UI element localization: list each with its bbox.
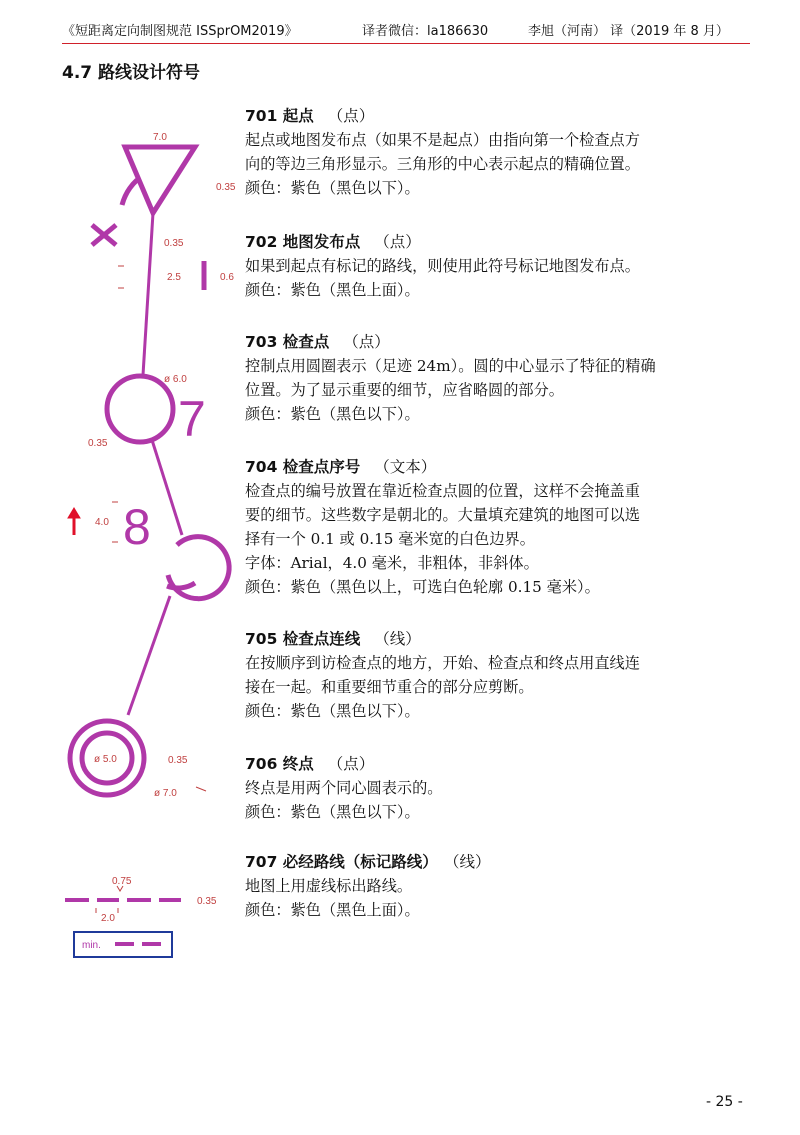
entry-name: 检查点序号 (282, 458, 361, 476)
dash-line-label: 0.35 (197, 896, 217, 907)
finish-outer-label: ø 7.0 (154, 788, 177, 799)
entry-code: 705 (245, 630, 278, 648)
control-line-label: 0.35 (88, 438, 108, 449)
bar-width-label: 0.6 (220, 272, 234, 283)
entry-heading (245, 455, 755, 479)
entry-heading (245, 850, 755, 874)
symbol-entry-702 (245, 230, 755, 302)
finish-outer-pointer (196, 787, 206, 791)
finish-inner-label: ø 5.0 (94, 754, 117, 765)
symbol-entry-706 (245, 752, 755, 824)
min-label: min. (82, 940, 101, 951)
entry-text-line: 接在一起。和重要细节重合的部分应剪断。 (245, 678, 534, 696)
number-height-label: 4.0 (95, 517, 109, 528)
entry-text-line: 在按顺序到访检查点的地方，开始、检查点和终点用直线连 (245, 654, 640, 672)
entry-code: 701 (245, 107, 278, 125)
course-leg-line (152, 440, 182, 535)
entry-heading (245, 752, 755, 776)
header-translator-date: 李旭（河南） 译（2019 年 8 月） (528, 24, 729, 39)
entry-text-line: 择有一个 0.1 或 0.15 毫米宽的白色边界。 (245, 530, 535, 548)
page-number: - 25 - (706, 1094, 743, 1110)
entry-text-line: 向的等边三角形显示。三角形的中心表示起点的精确位置。 (245, 155, 640, 173)
entry-text-line: 位置。为了显示重要的细节，应省略圆的部分。 (245, 381, 564, 399)
entry-kind: （文本） (374, 458, 437, 476)
header-divider (62, 43, 750, 44)
course-symbols-illustration (60, 110, 245, 970)
entry-text-line: 颜色：紫色（黑色以下）。 (245, 803, 420, 821)
bar-length-label: 2.5 (167, 272, 181, 283)
running-header (62, 18, 750, 40)
entry-heading (245, 230, 755, 254)
entry-heading (245, 330, 755, 354)
entry-kind: （点） (374, 233, 421, 251)
entry-name: 必经路线（标记路线） (282, 853, 438, 871)
triangle-line-label: 0.35 (216, 182, 236, 193)
course-leg-line (128, 596, 170, 715)
control-diameter-label: ø 6.0 (164, 374, 187, 385)
entry-text-line: 颜色：紫色（黑色以下）。 (245, 702, 420, 720)
control-number-7: 7 (178, 391, 206, 447)
entry-text-line: 字体：Arial，4.0 毫米，非粗体，非斜体。 (245, 554, 539, 572)
leg-line-label: 0.35 (164, 238, 184, 249)
entry-kind: （点） (327, 107, 375, 125)
entry-text-line: 起点或地图发布点（如果不是起点）由指向第一个检查点方 (245, 131, 640, 149)
entry-name: 检查点 (282, 333, 330, 351)
entry-kind: （点） (343, 333, 390, 351)
control-number-8: 8 (123, 499, 151, 555)
map-issue-arc (122, 180, 137, 205)
entry-name: 起点 (282, 107, 314, 125)
triangle-side-label: 7.0 (153, 132, 167, 143)
entry-name: 检查点连线 (282, 630, 361, 648)
course-leg-line (143, 213, 153, 375)
entry-code: 707 (245, 853, 278, 871)
entry-text-line: 地图上用虚线标出路线。 (245, 877, 413, 895)
control-circle-symbol (107, 376, 173, 442)
dash-gap-label: 0.75 (112, 876, 132, 887)
entry-text-line: 颜色：紫色（黑色上面）。 (245, 901, 420, 919)
entry-code: 704 (245, 458, 278, 476)
entry-text-line: 控制点用圆圈表示（足迹 24m）。圆的中心显示了特征的精确 (245, 357, 656, 375)
symbol-entry-704 (245, 455, 755, 599)
entry-text-line: 检查点的编号放置在靠近检查点圆的位置，这样不会掩盖重 (245, 482, 640, 500)
entry-code: 702 (245, 233, 278, 251)
entry-text-line: 要的细节。这些数字是朝北的。大量填充建筑的地图可以选 (245, 506, 640, 524)
symbol-entry-701 (245, 104, 755, 200)
entry-text-line: 颜色：紫色（黑色以上，可选白色轮廓 0.15 毫米）。 (245, 578, 600, 596)
entry-text-line: 颜色：紫色（黑色以下）。 (245, 179, 420, 197)
number-height-arrow (68, 508, 80, 535)
entry-name: 地图发布点 (282, 233, 361, 251)
entry-heading (245, 627, 755, 651)
entry-kind: （线） (374, 630, 421, 648)
entry-code: 703 (245, 333, 278, 351)
header-translator-wechat: 译者微信：la186630 (362, 24, 489, 39)
entry-text-line: 颜色：紫色（黑色以下）。 (245, 405, 420, 423)
entry-text-line: 颜色：紫色（黑色上面）。 (245, 281, 420, 299)
dash-length-label: 2.0 (101, 913, 115, 924)
entry-kind: （线） (451, 853, 491, 871)
entry-name: 终点 (282, 755, 314, 773)
course-symbols-figure (60, 110, 245, 970)
section-title: 4.7 路线设计符号 (62, 63, 201, 83)
symbol-entry-705 (245, 627, 755, 723)
entry-code: 706 (245, 755, 278, 773)
entry-text-line: 终点是用两个同心圆表示的。 (245, 779, 443, 797)
symbol-entry-703 (245, 330, 755, 426)
entry-text-line: 如果到起点有标记的路线，则使用此符号标记地图发布点。 (245, 257, 640, 275)
entry-heading (245, 104, 755, 128)
finish-line-label: 0.35 (168, 755, 188, 766)
entry-kind: （点） (327, 755, 375, 773)
header-book-title: 《短距离定向制图规范 ISSprOM2019》 (62, 24, 298, 39)
symbol-entry-707 (245, 850, 755, 922)
